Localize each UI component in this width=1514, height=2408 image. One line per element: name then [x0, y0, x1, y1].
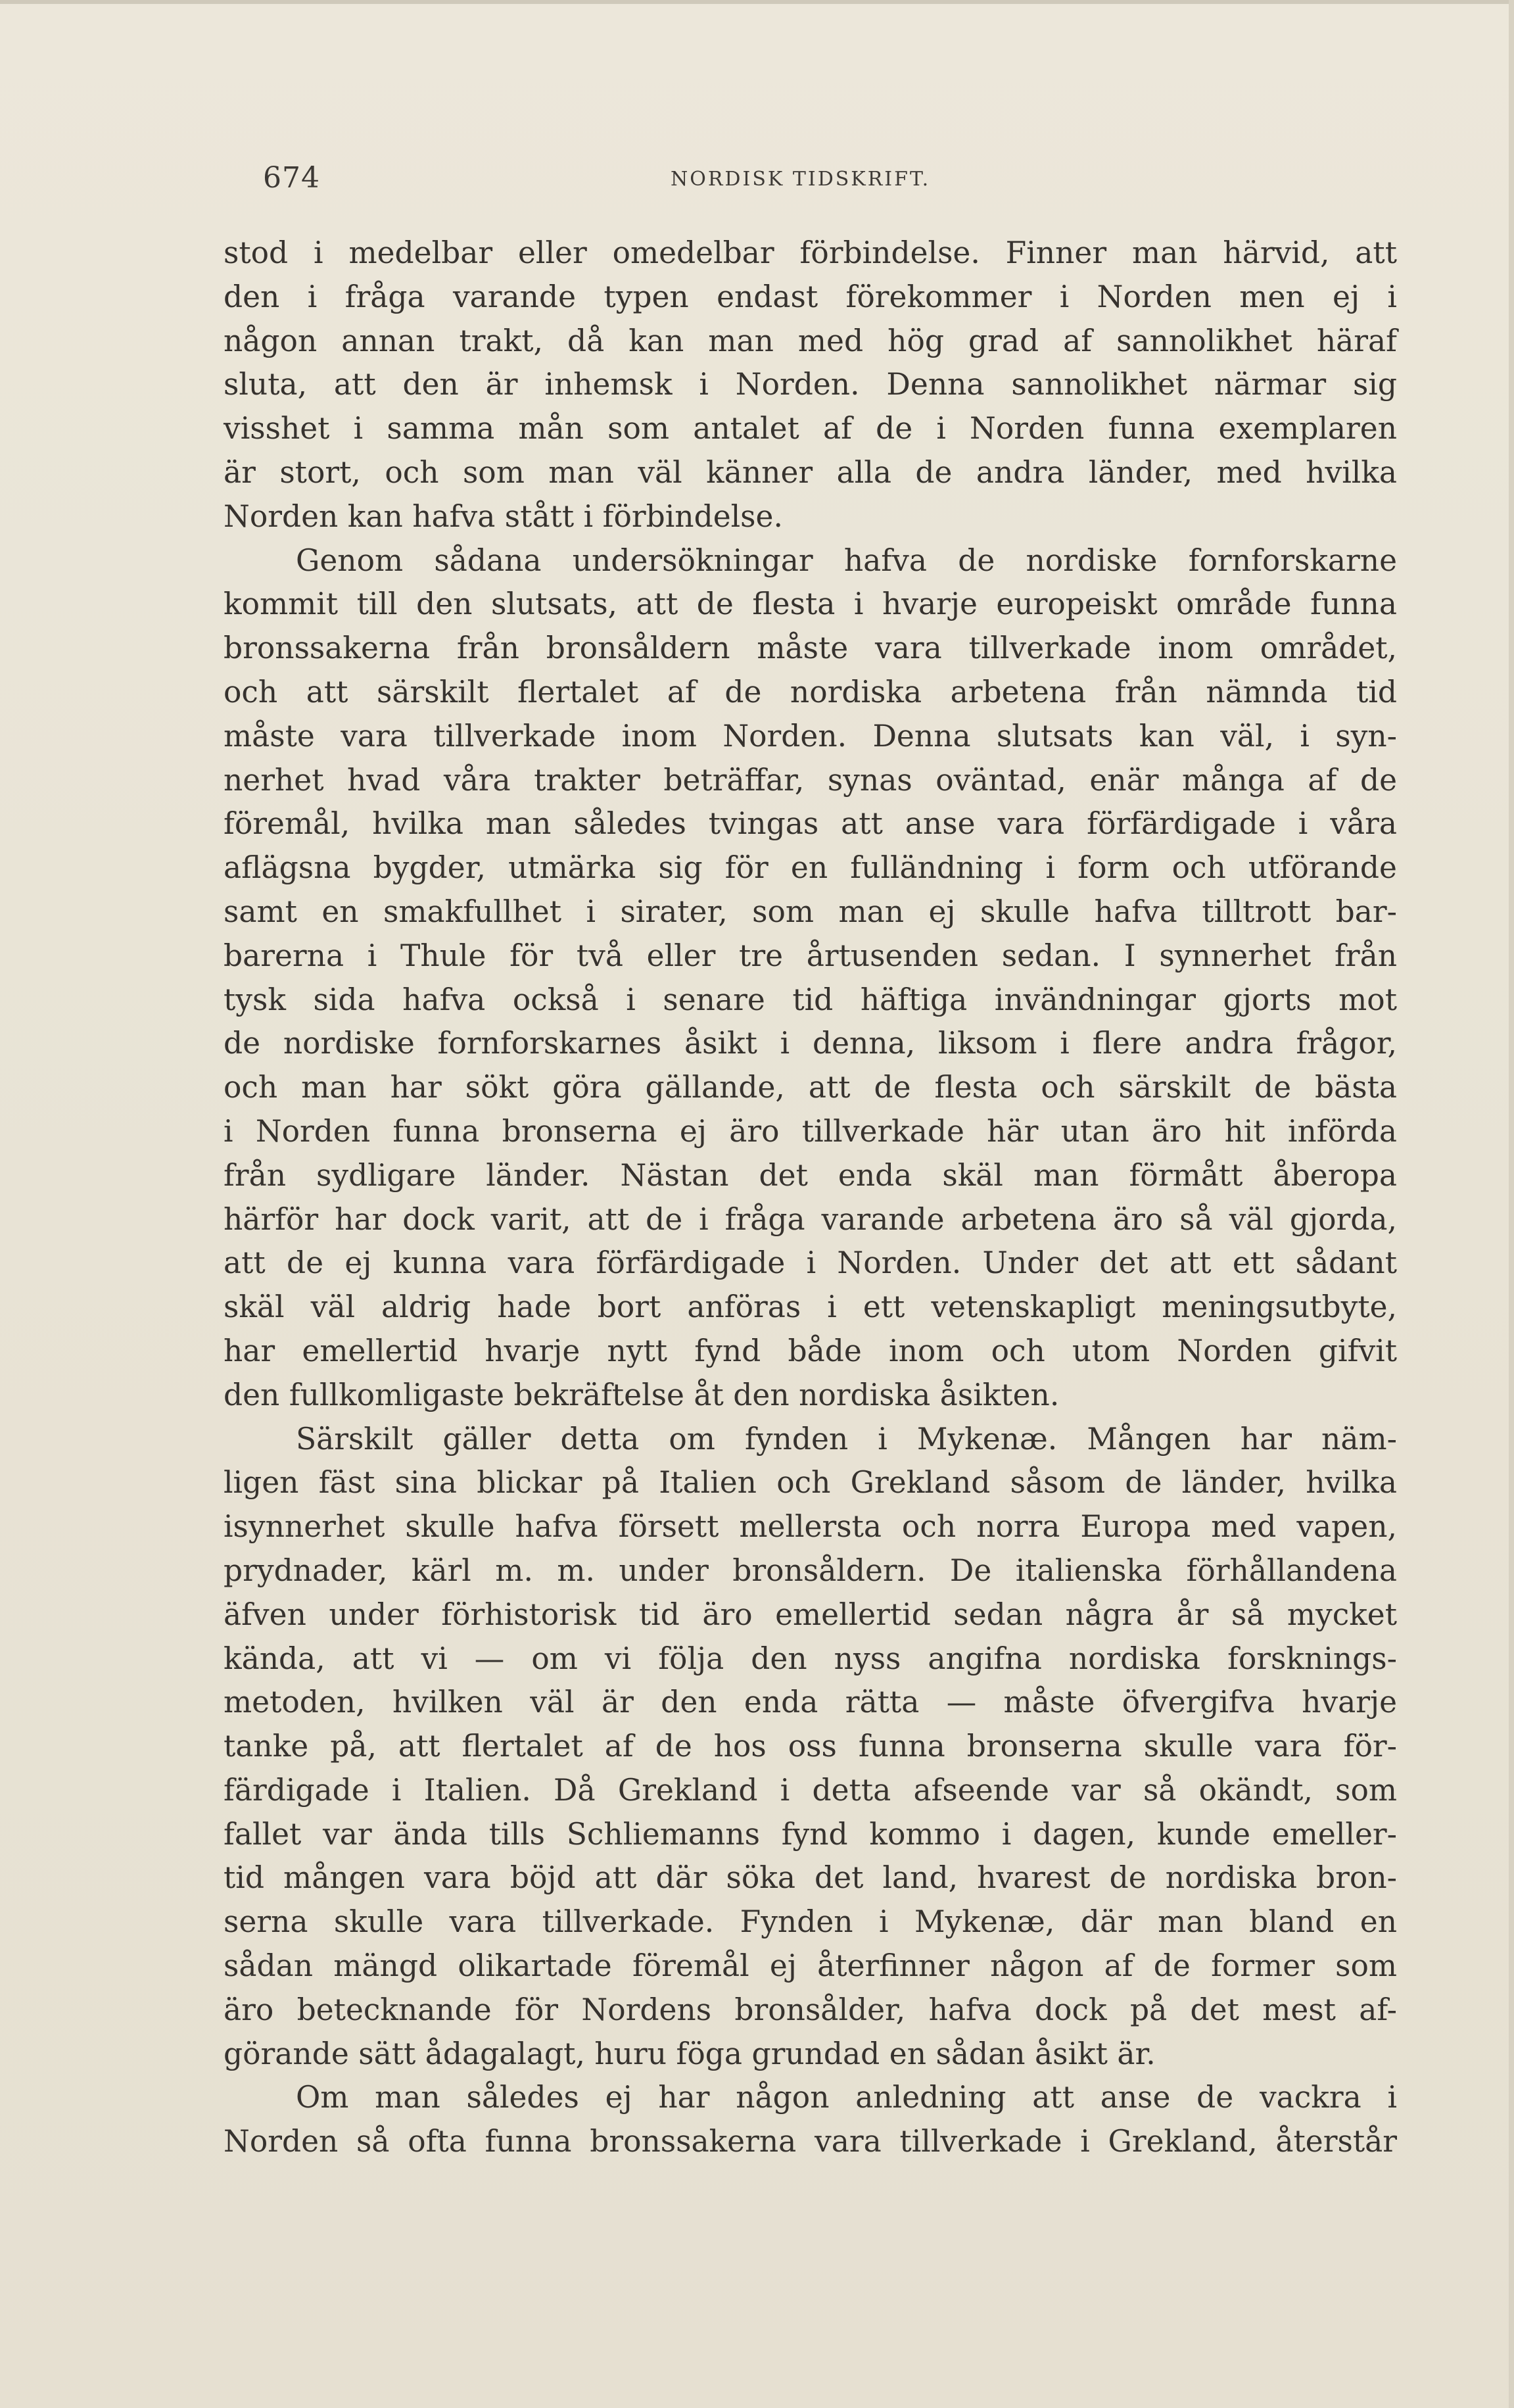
text-line: Norden kan hafva stått i förbindelse.	[224, 498, 783, 534]
page-top-edge	[0, 0, 1514, 4]
text-line: stod i medelbar eller omedelbar förbindelse. Finner man härvid, att	[224, 235, 1397, 270]
text-line: att de ej kunna vara förfärdigade i Norden. Under det att ett sådant	[224, 1245, 1397, 1281]
text-line: tid mången vara böjd att där söka det land, hvarest de nordiska bron-	[224, 1860, 1397, 1896]
text-line: kända, att vi — om vi följa den nyss angifna nordiska forsknings-	[224, 1641, 1397, 1676]
text-line: måste vara tillverkade inom Norden. Denna slutsats kan väl, i syn-	[224, 718, 1397, 754]
text-line: skäl väl aldrig hade bort anföras i ett vetenskapligt meningsutbyte,	[224, 1289, 1397, 1325]
text-line: Norden så ofta funna bronssakerna vara tillverkade i Grekland, återstår	[224, 2124, 1397, 2159]
text-line: ligen fäst sina blickar på Italien och Grekland såsom de länder, hvilka	[224, 1465, 1397, 1501]
text-line: föremål, hvilka man således tvingas att anse vara förfärdigade i våra	[224, 806, 1397, 842]
text-line: Om man således ej har någon anledning att anse de vackra i	[296, 2080, 1397, 2115]
text-line: visshet i samma mån som antalet af de i Norden funna exemplaren	[224, 411, 1397, 446]
text-line: härför har dock varit, att de i fråga varande arbetena äro så väl gjorda,	[224, 1201, 1397, 1237]
text-line: och man har sökt göra gällande, att de flesta och särskilt de bästa	[224, 1070, 1397, 1105]
text-line: någon annan trakt, då kan man med hög grad af sannolikhet häraf	[224, 323, 1397, 358]
text-line: aflägsna bygder, utmärka sig för en fulländning i form och utförande	[224, 850, 1397, 886]
text-line: görande sätt ådagalagt, huru föga grundad en sådan åsikt är.	[224, 2036, 1156, 2071]
text-line: sådan mängd olikartade föremål ej återfinner någon af de former som	[224, 1948, 1397, 1984]
text-line: serna skulle vara tillverkade. Fynden i Mykenæ, där man bland en	[224, 1904, 1397, 1940]
text-line: kommit till den slutsats, att de flesta i hvarje europeiskt område funna	[224, 587, 1397, 622]
text-line: bronssakerna från bronsåldern måste vara tillverkade inom området,	[224, 631, 1397, 666]
text-line: från sydligare länder. Nästan det enda skäl man förmått åberopa	[224, 1157, 1397, 1193]
text-line: metoden, hvilken väl är den enda rätta — måste öfvergifva hvarje	[224, 1685, 1397, 1720]
text-line: barerna i Thule för två eller tre årtusenden sedan. I synnerhet från	[224, 938, 1397, 973]
text-line: den i fråga varande typen endast förekommer i Norden men ej i	[224, 279, 1397, 314]
page-number: 674	[263, 161, 320, 195]
body-text	[224, 231, 1397, 2164]
text-line: den fullkomligaste bekräftelse åt den nordiska åsikten.	[224, 1377, 1060, 1412]
text-line: de nordiske fornforskarnes åsikt i denna, liksom i flere andra frågor,	[224, 1026, 1397, 1061]
text-line: sluta, att den är inhemsk i Norden. Denna sannolikhet närmar sig	[224, 367, 1397, 402]
text-line: har emellertid hvarje nytt fynd både inom och utom Norden gifvit	[224, 1333, 1397, 1368]
text-line: i Norden funna bronserna ej äro tillverkade här utan äro hit införda	[224, 1113, 1397, 1149]
running-title: NORDISK TIDSKRIFT.	[671, 168, 931, 191]
text-line: tysk sida hafva också i senare tid häftiga invändningar gjorts mot	[224, 982, 1397, 1017]
text-line: nerhet hvad våra trakter beträffar, synas oväntad, enär många af de	[224, 762, 1397, 798]
text-line: äro betecknande för Nordens bronsålder, hafva dock på det mest af-	[224, 1992, 1397, 2027]
text-line: fallet var ända tills Schliemanns fynd kommo i dagen, kunde emeller-	[224, 1816, 1397, 1852]
text-line: och att särskilt flertalet af de nordiska arbetena från nämnda tid	[224, 674, 1397, 710]
text-line: isynnerhet skulle hafva försett mellersta och norra Europa med vapen,	[224, 1509, 1397, 1545]
text-line: äfven under förhistorisk tid äro emellertid sedan några år så mycket	[224, 1597, 1397, 1632]
text-line: prydnader, kärl m. m. under bronsåldern. De italienska förhållandena	[224, 1553, 1397, 1588]
page-header	[263, 161, 1400, 201]
text-line: tanke på, att flertalet af de hos oss funna bronserna skulle vara för-	[224, 1729, 1397, 1764]
text-line: Genom sådana undersökningar hafva de nordiske fornforskarne	[296, 542, 1397, 578]
text-line: är stort, och som man väl känner alla de andra länder, med hvilka	[224, 454, 1397, 490]
page-right-edge	[1509, 0, 1514, 2408]
text-line: färdigade i Italien. Då Grekland i detta afseende var så okändt, som	[224, 1772, 1397, 1808]
text-line: Särskilt gäller detta om fynden i Mykenæ. Mången har näm-	[296, 1421, 1397, 1457]
text-line: samt en smakfullhet i sirater, som man ej skulle hafva tilltrott bar-	[224, 894, 1397, 929]
